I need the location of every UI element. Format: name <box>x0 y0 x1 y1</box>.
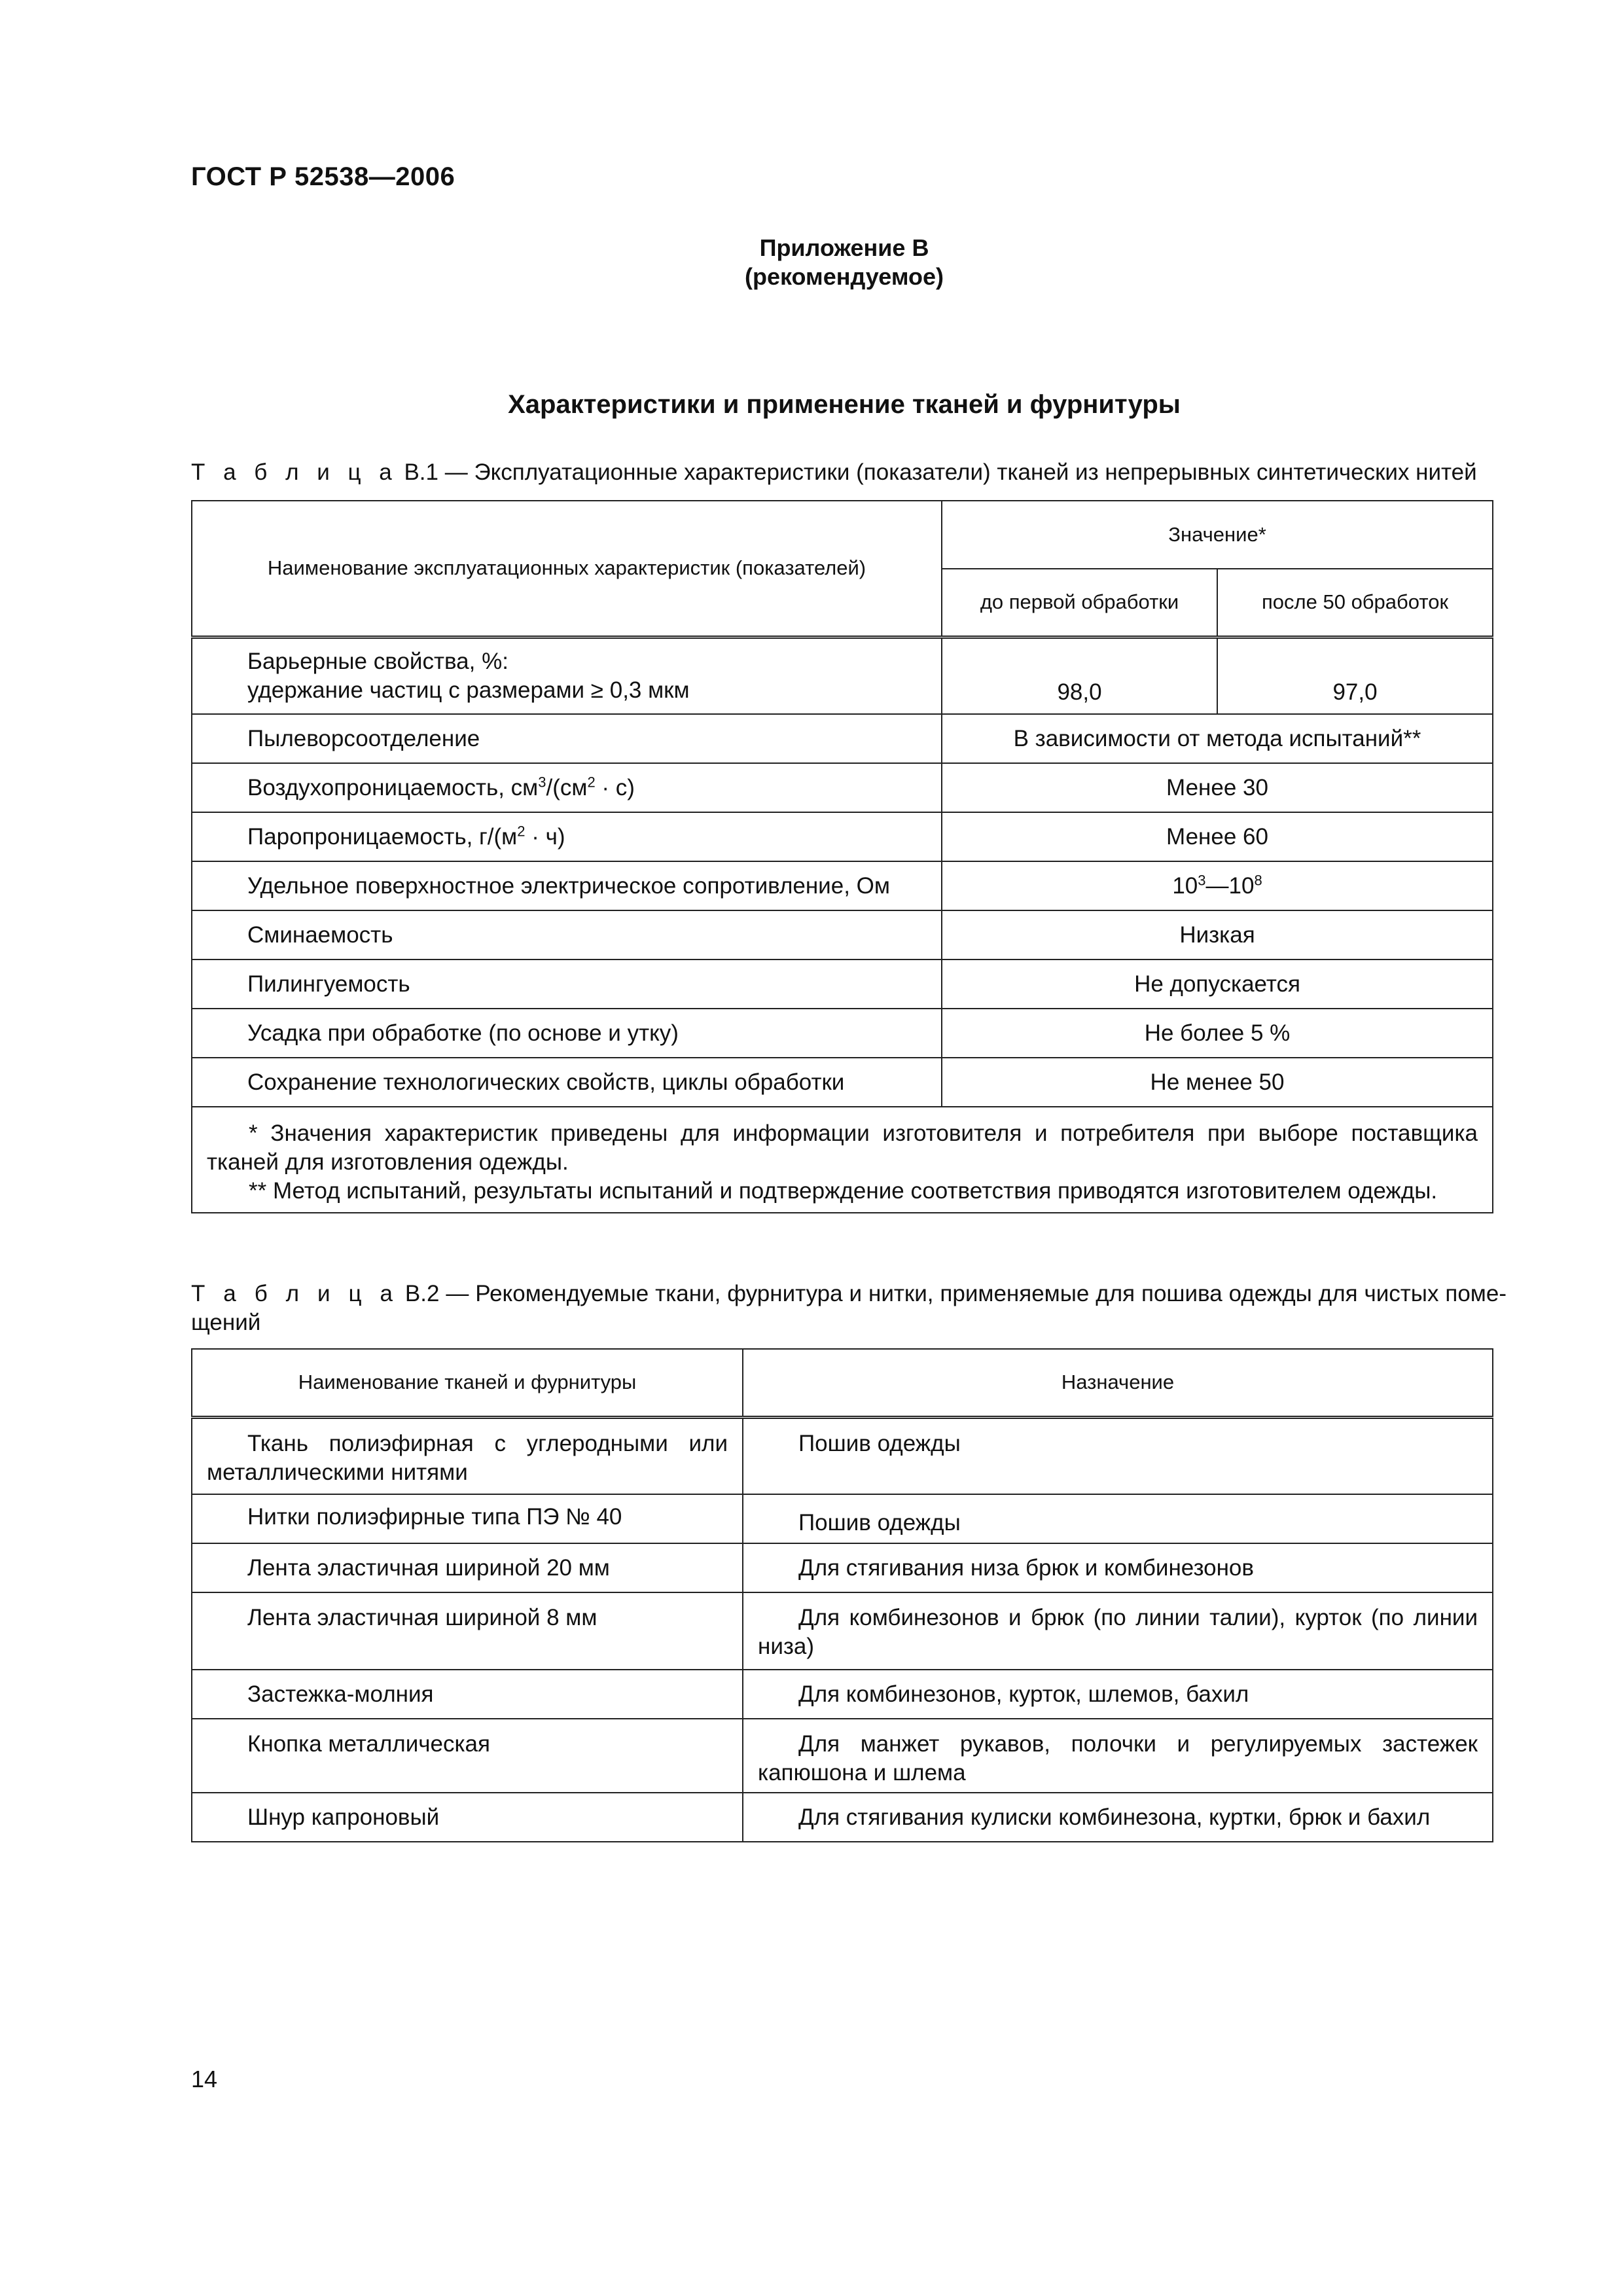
table1-row7-value: Не допускается <box>942 960 1493 1009</box>
table-row <box>192 763 1493 812</box>
table1-row6-name: Сминаемость <box>192 910 942 960</box>
table2-row7-purpose: Для стягивания кулиски комбинезона, куртки, брюк и бахил <box>743 1793 1493 1842</box>
table1-row1-line2: удержание частиц с размерами ≥ 0,3 мкм <box>247 677 690 703</box>
table-row <box>192 1670 1493 1719</box>
table1-caption-text: В.1 — Эксплуатационные характеристики (показатели) тканей из непрерывных синтетических нитей <box>397 459 1477 485</box>
row4-name-part: · ч) <box>525 823 565 850</box>
row3-sup: 2 <box>587 773 596 790</box>
table1-col-value: Значение* <box>942 501 1493 569</box>
page-number: 14 <box>191 2066 218 2092</box>
table2-row4-name: Лента эластичная шириной 8 мм <box>192 1592 743 1670</box>
table1-col-after: после 50 обработок <box>1217 569 1493 637</box>
table2-caption-text: В.2 — Рекомендуемые ткани, фурнитура и нитки, применяемые для пошива одежды для чистых поме-щений <box>191 1281 1507 1335</box>
table1-row9-name: Сохранение технологических свойств, циклы обработки <box>192 1058 942 1107</box>
row3-name-part: Воздухопроницаемость, см <box>247 774 539 800</box>
table-row <box>192 1058 1493 1107</box>
table1-row4-value: Менее 60 <box>942 812 1493 861</box>
table-row <box>192 1543 1493 1592</box>
table2-row1-purpose: Пошив одежды <box>743 1417 1493 1494</box>
table1-row4-name <box>192 812 942 861</box>
table1-footnote-2: ** Метод испытаний, результаты испытаний и подтверждение соответствия приводятся изготовителем одежды. <box>249 1178 1438 1204</box>
table-row <box>192 1793 1493 1842</box>
table1-footnotes <box>192 1107 1493 1213</box>
document-header: ГОСТ Р 52538—2006 <box>191 162 455 191</box>
table1-row8-name: Усадка при обработке (по основе и утку) <box>192 1009 942 1058</box>
table-row <box>192 1009 1493 1058</box>
table-row <box>192 1494 1493 1543</box>
row3-sup: 3 <box>538 773 546 790</box>
table1-row5-value <box>942 861 1493 910</box>
table1-row3-value: Менее 30 <box>942 763 1493 812</box>
table2-row1-name: Ткань полиэфирная с углеродными или металлическими нитями <box>192 1417 743 1494</box>
table-row <box>192 637 1493 714</box>
table1-row6-value: Низкая <box>942 910 1493 960</box>
row3-name-part: /(см <box>546 774 588 800</box>
table1-caption-prefix: Т а б л и ц а <box>191 459 398 485</box>
table2-caption <box>191 1280 1507 1337</box>
table1-col-name: Наименование эксплуатационных характеристик (показателей) <box>192 501 942 637</box>
table2-col-name: Наименование тканей и фурнитуры <box>192 1349 743 1417</box>
appendix-status: (рекомендуемое) <box>745 263 944 290</box>
table-row <box>192 714 1493 763</box>
table1-row1-name <box>192 637 942 714</box>
table-row <box>192 1417 1493 1494</box>
appendix-label: Приложение В <box>759 234 929 261</box>
table1-row2-name: Пылеворсоотделение <box>192 714 942 763</box>
table2-row3-purpose: Для стягивания низа брюк и комбинезонов <box>743 1543 1493 1592</box>
table1-row3-name <box>192 763 942 812</box>
table2-row4-purpose: Для комбинезонов и брюк (по линии талии), курток (по линии низа) <box>743 1592 1493 1670</box>
table1-row1-before: 98,0 <box>942 637 1217 714</box>
table1 <box>191 500 1493 1213</box>
table-row <box>192 1592 1493 1670</box>
table1-row7-name: Пилингуемость <box>192 960 942 1009</box>
table2-row5-purpose: Для комбинезонов, курток, шлемов, бахил <box>743 1670 1493 1719</box>
row4-name-part: Паропроницаемость, г/(м <box>247 823 518 850</box>
table2-row6-name: Кнопка металлическая <box>192 1719 743 1793</box>
table2 <box>191 1348 1493 1842</box>
table1-row2-value: В зависимости от метода испытаний** <box>942 714 1493 763</box>
row5-sup: 8 <box>1254 871 1262 888</box>
table2-row3-name: Лента эластичная шириной 20 мм <box>192 1543 743 1592</box>
table1-footnote-cell <box>192 1107 1493 1213</box>
table2-col-purpose: Назначение <box>743 1349 1493 1417</box>
table2-row6-purpose: Для манжет рукавов, полочки и регулируемых застежек капюшона и шлема <box>743 1719 1493 1793</box>
table2-row7-name: Шнур капроновый <box>192 1793 743 1842</box>
table1-caption <box>191 458 1507 487</box>
table2-caption-prefix: Т а б л и ц а <box>191 1281 399 1306</box>
table-row <box>192 910 1493 960</box>
table1-row8-value: Не более 5 % <box>942 1009 1493 1058</box>
row4-sup: 2 <box>517 822 526 839</box>
table1-row1-line1: Барьерные свойства, %: <box>247 648 508 674</box>
row5-value-part: 10 <box>1172 872 1198 899</box>
table-row <box>192 812 1493 861</box>
table2-row2-name: Нитки полиэфирные типа ПЭ № 40 <box>192 1494 743 1543</box>
table-row <box>192 861 1493 910</box>
table1-footnote-1: * Значения характеристик приведены для информации изготовителя и потребителя при выборе поставщика тканей для изготовления одежды. <box>207 1121 1478 1175</box>
table1-row5-name: Удельное поверхностное электрическое сопротивление, Ом <box>192 861 942 910</box>
table2-row2-purpose: Пошив одежды <box>743 1494 1493 1543</box>
section-title: Характеристики и применение тканей и фурнитуры <box>508 390 1181 419</box>
table1-row1-after: 97,0 <box>1217 637 1493 714</box>
row5-sup: 3 <box>1198 871 1206 888</box>
table1-row9-value: Не менее 50 <box>942 1058 1493 1107</box>
table1-col-before: до первой обработки <box>942 569 1217 637</box>
row3-name-part: · с) <box>595 774 635 800</box>
table-row <box>192 1719 1493 1793</box>
table-row <box>192 960 1493 1009</box>
table2-row5-name: Застежка-молния <box>192 1670 743 1719</box>
row5-value-part: —10 <box>1205 872 1255 899</box>
